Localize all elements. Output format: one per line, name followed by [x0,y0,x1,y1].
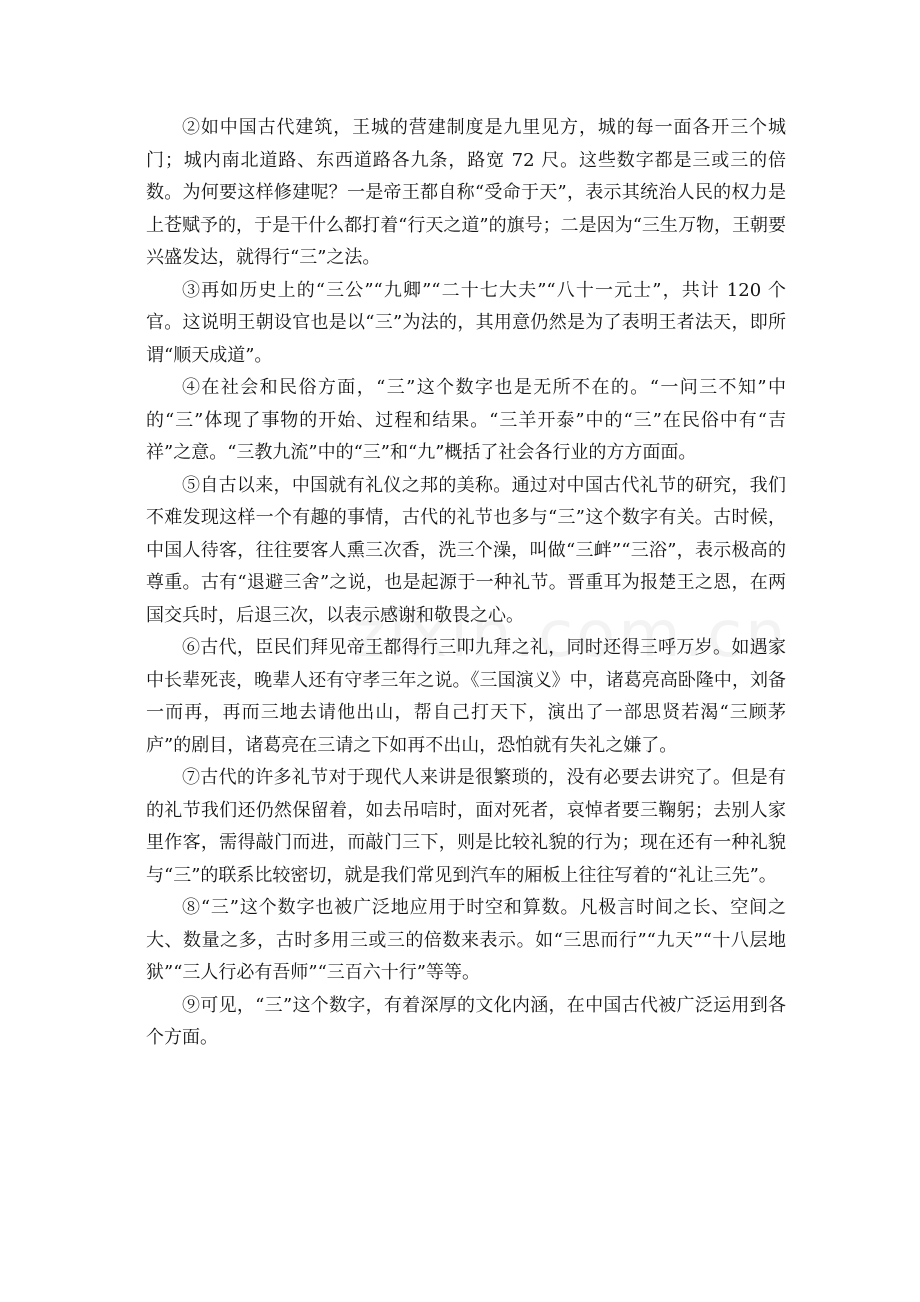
paragraph-3: ③再如历史上的“三公”“九卿”“二十七大夫”“八十一元士”，共计 120 个官。这说明王朝设官也是以“三”为法的，其用意仍然是为了表明王者法天，即所谓“顺天成道”。 [146,279,786,366]
document-body [146,112,786,1055]
paragraph-4: ④在社会和民俗方面，“三”这个数字也是无所不在的。“一问三不知”中的“三”体现了事物的开始、过程和结果。“三羊开泰”中的“三”在民俗中有“吉祥”之意。“三教九流”中的“三”和“九”概括了社会各行业的方方面面。 [146,377,786,463]
paragraph-8: ⑧“三”这个数字也被广泛地应用于时空和算数。凡极言时间之长、空间之大、数量之多，古时多用三或三的倍数来表示。如“三思而行”“九天”“十八层地狱”“三人行必有吾师”“三百六十行”等等。 [146,897,786,983]
paragraph-2: ②如中国古代建筑，王城的营建制度是九里见方，城的每一面各开三个城门；城内南北道路、东西道路各九条，路宽 72 尺。这些数字都是三或三的倍数。为何要这样修建呢？一是帝王都自称“受命于天”，表示其统治人民的权力是上苍赋予的，于是干什么都打着“行天之道”的旗号；二是因为“三生万物，王朝要兴盛发达，就得行“三”之法。 [146,117,786,268]
paragraph-5: ⑤自古以来，中国就有礼仪之邦的美称。通过对中国古代礼节的研究，我们不难发现这样一个有趣的事情，古代的礼节也多与“三”这个数字有关。古时候，中国人待客，往往要客人熏三次香，洗三个澡，叫做“三衅”“三浴”，表示极高的尊重。古有“退避三舍”之说，也是起源于一种礼节。晋重耳为报楚王之恩，在两国交兵时，后退三次，以表示感谢和敬畏之心。 [146,474,786,626]
paragraph-9: ⑨可见，“三”这个数字，有着深厚的文化内涵，在中国古代被广泛运用到各个方面。 [146,994,786,1048]
paragraph-6: ⑥古代，臣民们拜见帝王都得行三叩九拜之礼，同时还得三呼万岁。如遇家中长辈死丧，晚辈人还有守孝三年之说。《三国演义》中，诸葛亮高卧隆中，刘备一而再，再而三地去请他出山，帮自己打天下，演出了一部思贤若渴“三顾茅庐”的剧目，诸葛亮在三请之下如再不出山，恐怕就有失礼之嫌了。 [146,637,786,756]
paragraph-7: ⑦古代的许多礼节对于现代人来讲是很繁琐的，没有必要去讲究了。但是有的礼节我们还仍然保留着，如去吊唁时，面对死者，哀悼者要三鞠躬；去别人家里作客，需得敲门而进，而敲门三下，则是比较礼貌的行为；现在还有一种礼貌与“三”的联系比较密切，就是我们常见到汽车的厢板上往往写着的“礼让三先”。 [146,767,786,886]
